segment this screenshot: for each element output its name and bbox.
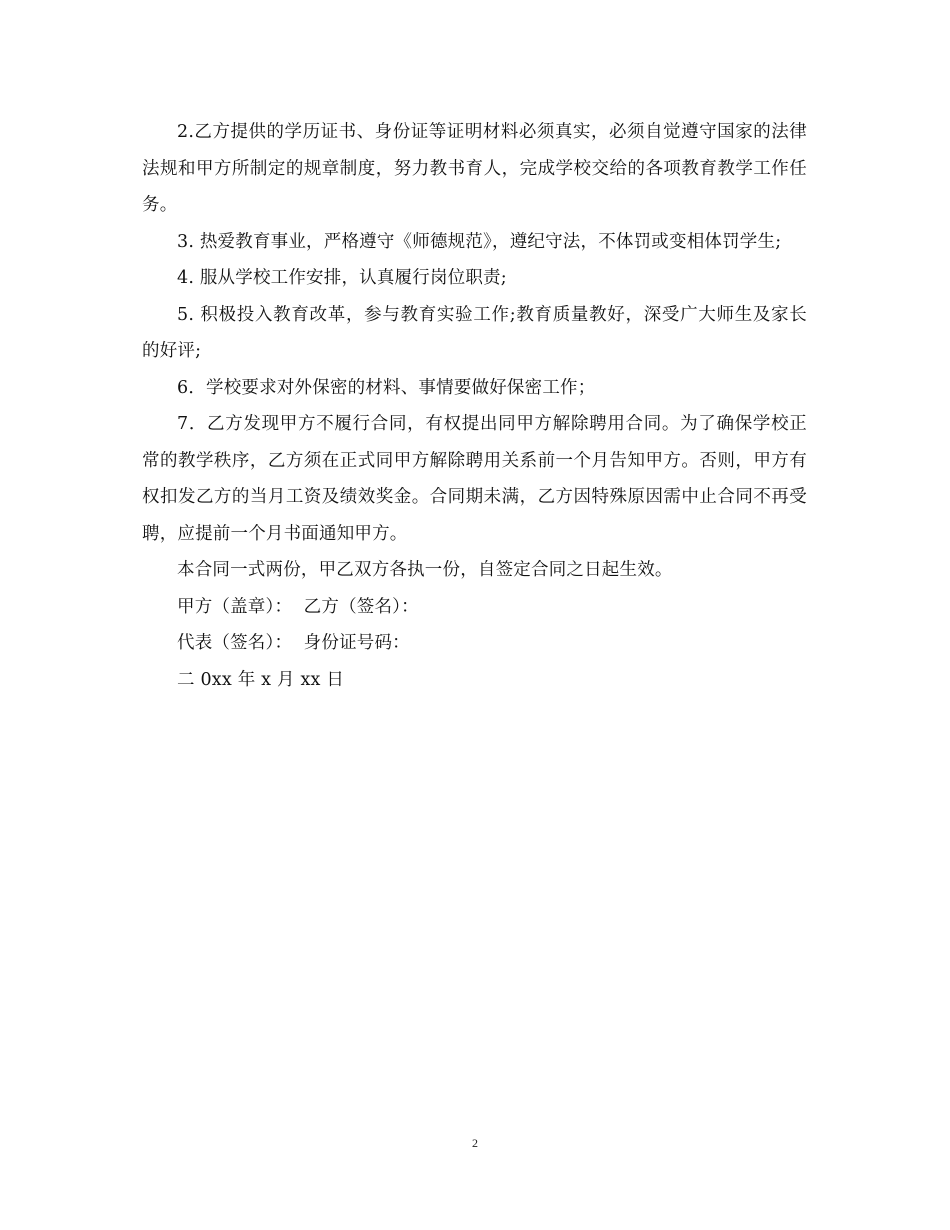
clause-7-paragraph: 7．乙方发现甲方不履行合同，有权提出同甲方解除聘用合同。为了确保学校正常的教学秩序，乙方须在正式同甲方解除聘用关系前一个月告知甲方。否则，甲方有权扣发乙方的当月工资及绩效奖金。合同期未满，乙方因特殊原因需中止合同不再受聘，应提前一个月书面通知甲方。 [142, 414, 807, 544]
page-number: 2 [472, 1136, 478, 1150]
clause-6-paragraph: 6．学校要求对外保密的材料、事情要做好保密工作； [177, 377, 596, 398]
clause-3-paragraph: 3. 热爱教育事业，严格遵守《师德规范》，遵纪守法，不体罚或变相体罚学生; [177, 231, 782, 252]
document-body [142, 114, 807, 698]
contract-date-line: 二 0xx 年 x 月 xx 日 [177, 669, 345, 690]
clause-4-paragraph: 4. 服从学校工作安排，认真履行岗位职责; [177, 268, 507, 288]
signature-party-line: 甲方（盖章）： 乙方（签名）： [177, 596, 419, 617]
clause-5-paragraph: 5. 积极投入教育改革，参与教育实验工作;教育质量教好，深受广大师生及家长的好评; [142, 304, 807, 361]
signature-representative-line: 代表（签名）： 身份证号码： [177, 633, 410, 653]
clause-2-paragraph: 2.乙方提供的学历证书、身份证等证明材料必须真实，必须自觉遵守国家的法律法规和甲方所制定的规章制度，努力教书育人，完成学校交给的各项教育教学工作任务。 [142, 122, 807, 215]
contract-validity-paragraph: 本合同一式两份，甲乙双方各执一份，自签定合同之日起生效。 [177, 560, 673, 580]
